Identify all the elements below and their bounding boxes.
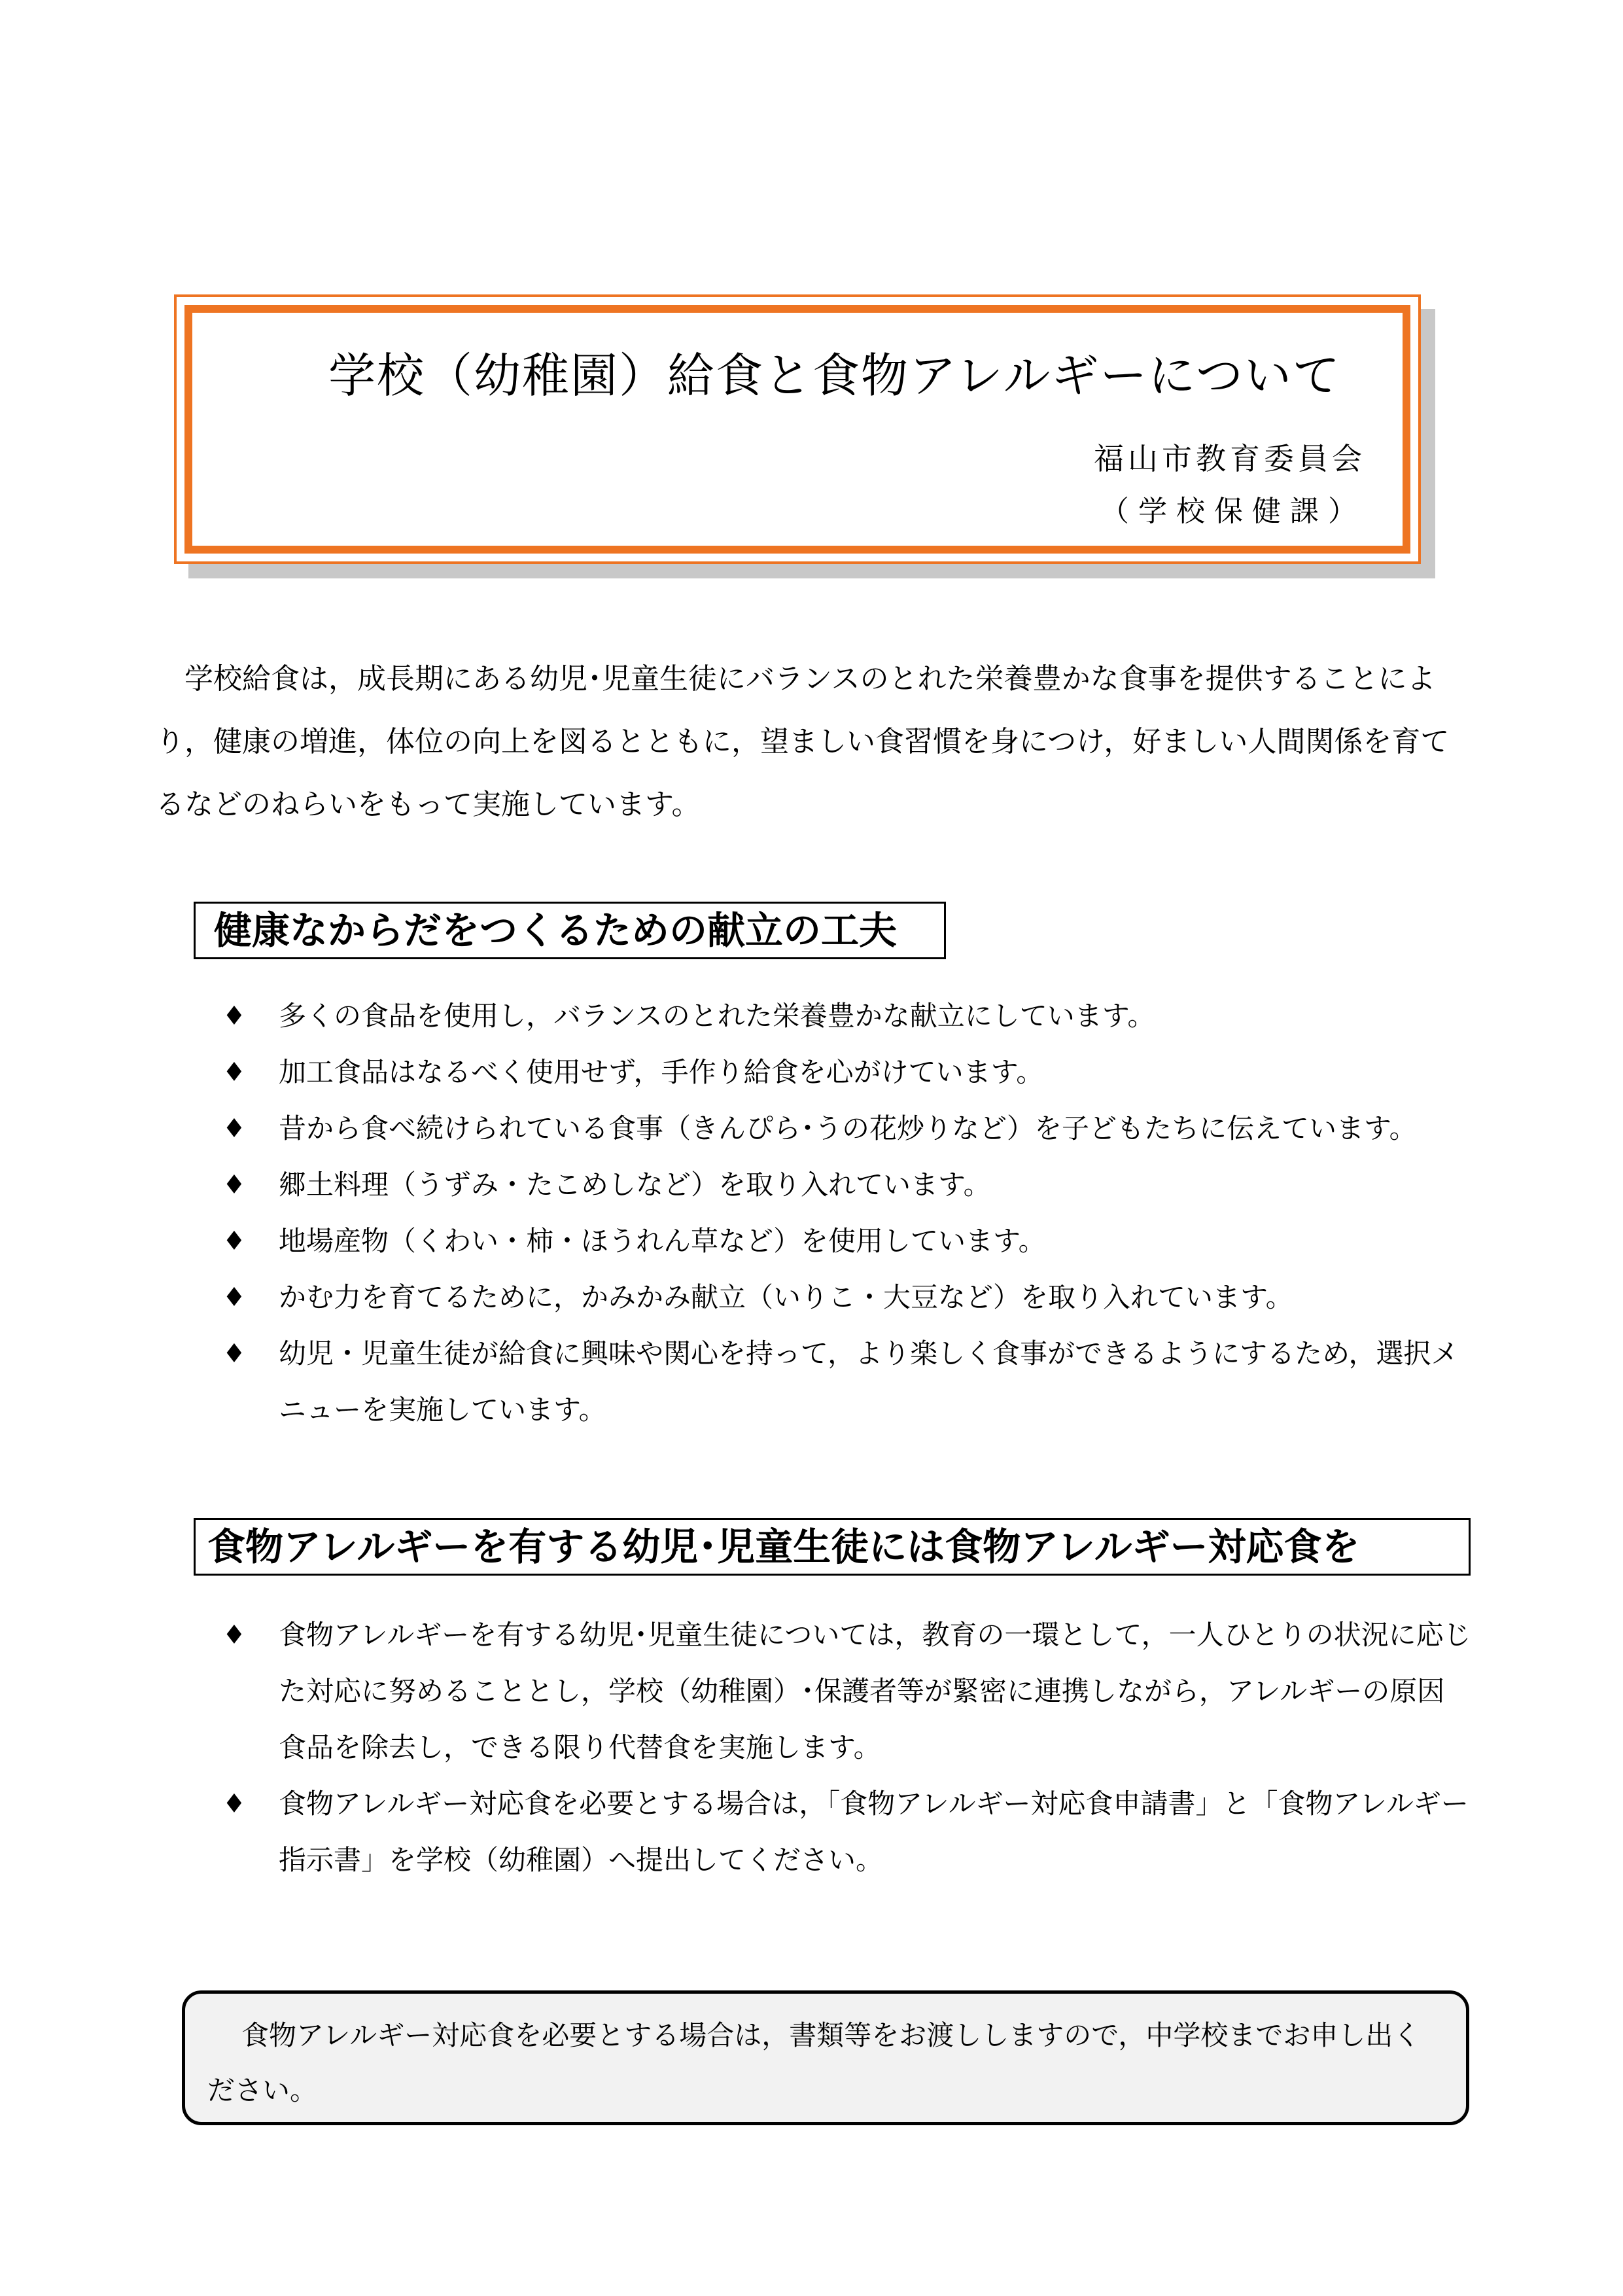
list-item-text: 食物アレルギー対応食を必要とする場合は，「食物アレルギー対応食申請書」と「食物アレルギー指示書」を学校（幼稚園）へ提出してください。 (279, 1788, 1469, 1876)
diamond-bullet-icon: ♦ (222, 1170, 246, 1200)
title-box (174, 294, 1421, 564)
list-item-text: 幼児・児童生徒が給食に興味や関心を持って，より楽しく食事ができるようにするため，選択メニューを実施しています。 (279, 1337, 1459, 1426)
diamond-bullet-icon: ♦ (222, 1282, 246, 1313)
section-heading-allergy-meals: 食物アレルギーを有する幼児･児童生徒には食物アレルギー対応食を (194, 1518, 1471, 1576)
list-item (222, 1101, 1472, 1157)
diamond-bullet-icon: ♦ (222, 1789, 246, 1819)
diamond-bullet-icon: ♦ (222, 1226, 246, 1256)
diamond-bullet-icon: ♦ (222, 1057, 246, 1087)
title-box-frame (184, 305, 1410, 554)
list-item-text: 加工食品はなるべく使用せず，手作り給食を心がけています。 (279, 1056, 1044, 1088)
list-item (222, 1213, 1472, 1269)
list-item-text: かむ力を育てるために，かみかみ献立（いりこ・大豆など）を取り入れています。 (279, 1281, 1293, 1313)
list-item (222, 1044, 1472, 1101)
diamond-bullet-icon: ♦ (222, 1339, 246, 1369)
list-item (222, 1607, 1472, 1776)
intro-paragraph: 学校給食は，成長期にある幼児･児童生徒にバランスのとれた栄養豊かな食事を提供することにより，健康の増進，体位の向上を図るとともに，望ましい食習慣を身につけ，好ましい人間関係を育てるなどのねらいをもって実施しています。 (156, 662, 1450, 821)
department-name: （学校保健課） (1100, 495, 1366, 528)
list-item (222, 1157, 1472, 1213)
list-item (222, 988, 1472, 1044)
allergy-meals-list (222, 1607, 1472, 1888)
organization-name: 福山市教育委員会 (1094, 441, 1366, 476)
list-item-text: 地場産物（くわい・柿・ほうれん草など）を使用しています。 (279, 1225, 1046, 1257)
note-box: 食物アレルギー対応食を必要とする場合は，書類等をお渡ししますので，中学校までお申し出ください。 (182, 1990, 1469, 2125)
list-item-text: 郷土料理（うずみ・たこめしなど）を取り入れています。 (279, 1169, 991, 1201)
list-item (222, 1269, 1472, 1326)
menu-ideas-list (222, 988, 1472, 1438)
diamond-bullet-icon: ♦ (222, 1620, 246, 1650)
list-item (222, 1326, 1472, 1438)
list-item-text: 食物アレルギーを有する幼児･児童生徒については，教育の一環として，一人ひとりの状況に応じた対応に努めることとし，学校（幼稚園）･保護者等が緊密に連携しながら，アレルギーの原因食品を除去し，できる限り代替食を実施します。 (279, 1619, 1471, 1763)
document-title: 学校（幼稚園）給食と食物アレルギーについて (328, 348, 1341, 403)
section-heading-menu-ideas: 健康なからだをつくるための献立の工夫 (194, 902, 946, 959)
list-item-text: 多くの食品を使用し，バランスのとれた栄養豊かな献立にしています。 (279, 1000, 1155, 1032)
list-item-text: 昔から食べ続けられている食事（きんぴら･うの花炒りなど）を子どもたちに伝えています。 (279, 1112, 1417, 1144)
diamond-bullet-icon: ♦ (222, 1114, 246, 1144)
diamond-bullet-icon: ♦ (222, 1001, 246, 1031)
list-item (222, 1776, 1472, 1888)
